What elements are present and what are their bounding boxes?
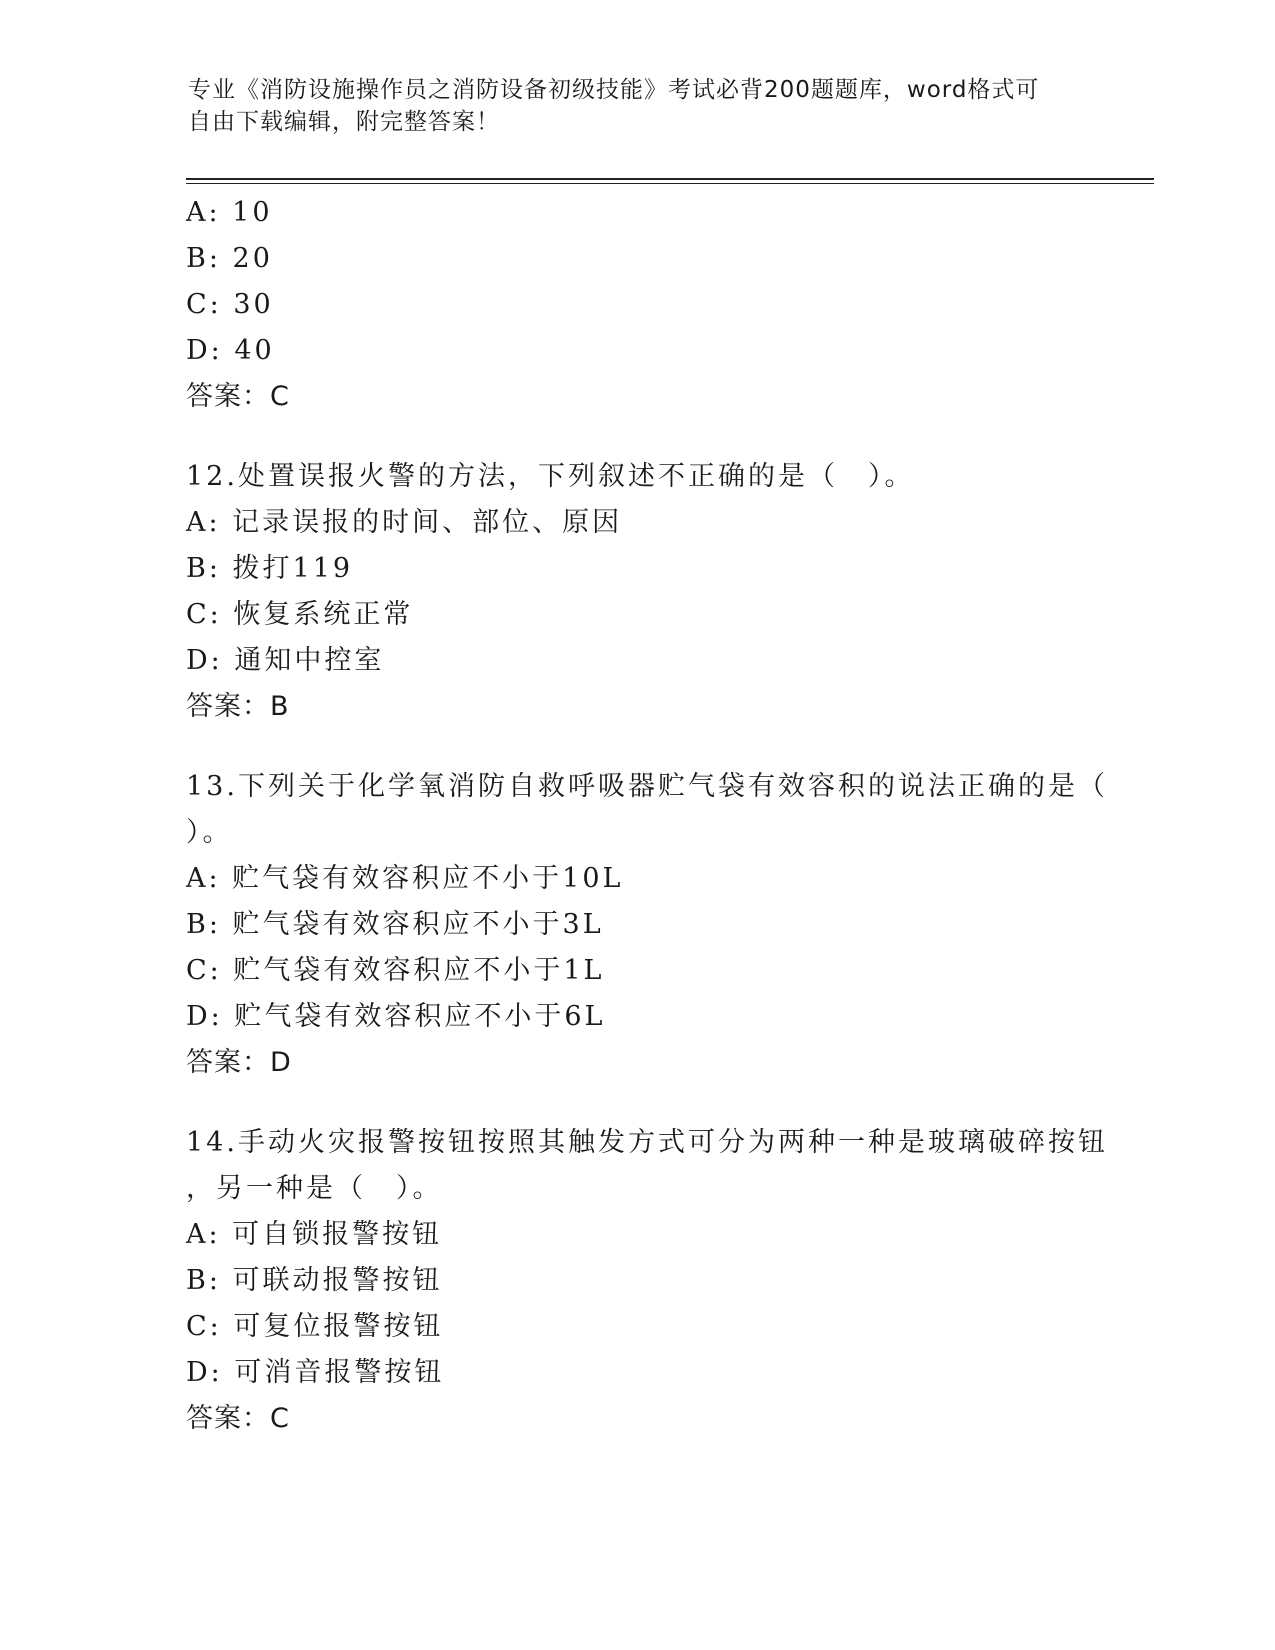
option-d: D: 通知中控室 [186, 645, 385, 676]
option-b: B: 拨打119 [186, 553, 354, 584]
question-text: 12.处置误报火警的方法，下列叙述不正确的是（ ）。 [186, 461, 915, 492]
question-text-continued: ，另一种是（ ）。 [186, 1173, 443, 1204]
question-14 [186, 1120, 1108, 1442]
question-11-partial [186, 190, 1086, 420]
option-d: D: 40 [186, 335, 275, 366]
option-c: C: 贮气袋有效容积应不小于1L [186, 955, 605, 986]
option-d: D: 贮气袋有效容积应不小于6L [186, 1001, 606, 1032]
question-text: 13.下列关于化学氧消防自救呼吸器贮气袋有效容积的说法正确的是（ [186, 771, 1108, 802]
question-text: 14.手动火灾报警按钮按照其触发方式可分为两种一种是玻璃破碎按钮 [186, 1127, 1108, 1158]
question-list [186, 190, 1108, 1476]
header-line-2: 自由下载编辑，附完整答案！ [188, 109, 500, 135]
header-line-1: 专业《消防设施操作员之消防设备初级技能》考试必背200题题库，word格式可 [188, 77, 1040, 103]
answer: 答案：D [186, 1047, 292, 1078]
question-12 [186, 454, 1086, 730]
answer: 答案：B [186, 691, 290, 722]
option-a: A: 贮气袋有效容积应不小于10L [186, 863, 624, 894]
option-c: C: 30 [186, 289, 274, 320]
answer: 答案：C [186, 1403, 290, 1434]
header-rule-thick [186, 178, 1154, 180]
option-d: D: 可消音报警按钮 [186, 1357, 445, 1388]
question-text-continued: ）。 [186, 817, 233, 848]
option-a: A: 记录误报的时间、部位、原因 [186, 507, 623, 538]
header-rule-thin [186, 183, 1154, 184]
option-b: B: 20 [186, 243, 273, 274]
question-13 [186, 764, 1108, 1086]
option-b: B: 可联动报警按钮 [186, 1265, 443, 1296]
document-header [188, 74, 1088, 138]
option-b: B: 贮气袋有效容积应不小于3L [186, 909, 604, 940]
option-c: C: 可复位报警按钮 [186, 1311, 444, 1342]
option-c: C: 恢复系统正常 [186, 599, 414, 630]
answer: 答案：C [186, 381, 290, 412]
option-a: A: 10 [186, 197, 273, 228]
option-a: A: 可自锁报警按钮 [186, 1219, 443, 1250]
